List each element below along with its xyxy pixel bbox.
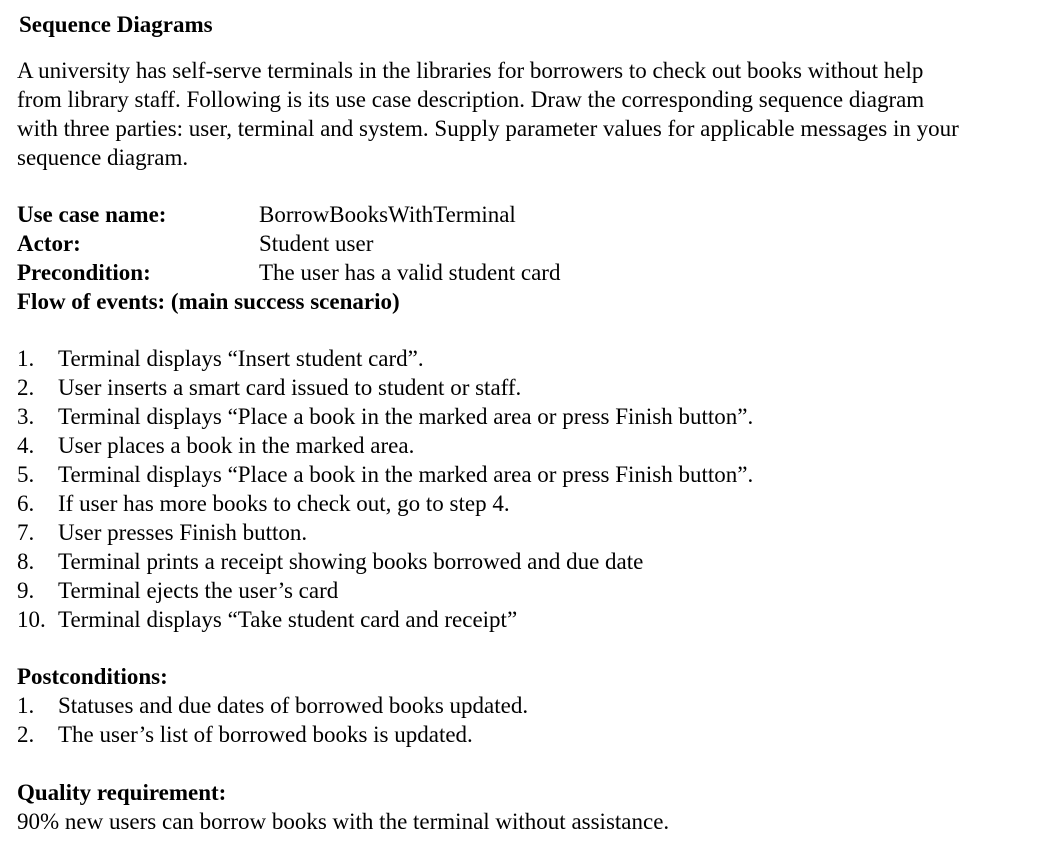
intro-line: from library staff. Following is its use case description. Draw the corresponding sequence diagram bbox=[17, 87, 925, 112]
list-item bbox=[17, 720, 528, 749]
step-number: 2. bbox=[17, 375, 35, 400]
postcondition-text: The user’s list of borrowed books is updated. bbox=[58, 722, 473, 747]
postcondition-number: 1. bbox=[17, 693, 35, 718]
use-case-name-label: Use case name: bbox=[17, 202, 167, 227]
step-number: 6. bbox=[17, 491, 35, 516]
step-text: If user has more books to check out, go to step 4. bbox=[58, 491, 510, 516]
step-text: Terminal displays “Insert student card”. bbox=[58, 346, 424, 371]
intro-line: A university has self-serve terminals in the libraries for borrowers to check out books without help bbox=[17, 58, 924, 83]
step-text: User inserts a smart card issued to student or staff. bbox=[58, 375, 522, 400]
intro-paragraph bbox=[17, 56, 1053, 172]
list-item bbox=[17, 460, 753, 489]
step-text: Terminal ejects the user’s card bbox=[58, 578, 339, 603]
flow-steps-list bbox=[17, 344, 753, 634]
list-item bbox=[17, 605, 753, 634]
list-item bbox=[17, 373, 753, 402]
quality-requirement-text: 90% new users can borrow books with the terminal without assistance. bbox=[17, 809, 670, 834]
step-number: 10. bbox=[17, 607, 46, 632]
step-text: User places a book in the marked area. bbox=[58, 433, 415, 458]
precondition-row bbox=[17, 258, 560, 287]
step-number: 4. bbox=[17, 433, 35, 458]
list-item bbox=[17, 489, 753, 518]
precondition-label: Precondition: bbox=[17, 260, 151, 285]
list-item bbox=[17, 431, 753, 460]
step-text: Terminal displays “Take student card and receipt” bbox=[58, 607, 518, 632]
step-number: 7. bbox=[17, 520, 35, 545]
step-text: Terminal displays “Place a book in the marked area or press Finish button”. bbox=[58, 462, 754, 487]
step-text: User presses Finish button. bbox=[58, 520, 308, 545]
intro-line: sequence diagram. bbox=[17, 145, 189, 170]
postcondition-number: 2. bbox=[17, 722, 35, 747]
list-item bbox=[17, 518, 753, 547]
quality-requirement-heading: Quality requirement: bbox=[17, 780, 227, 805]
step-number: 8. bbox=[17, 549, 35, 574]
step-number: 3. bbox=[17, 404, 35, 429]
actor-label: Actor: bbox=[17, 231, 81, 256]
postconditions-list bbox=[17, 691, 528, 749]
list-item bbox=[17, 576, 753, 605]
step-number: 5. bbox=[17, 462, 35, 487]
actor-row bbox=[17, 229, 560, 258]
list-item bbox=[17, 402, 753, 431]
list-item bbox=[17, 344, 753, 373]
intro-line: with three parties: user, terminal and system. Supply parameter values for applicable messages in your bbox=[17, 116, 959, 141]
postconditions-heading: Postconditions: bbox=[17, 664, 168, 689]
step-number: 1. bbox=[17, 346, 35, 371]
step-text: Terminal prints a receipt showing books borrowed and due date bbox=[58, 549, 644, 574]
postcondition-text: Statuses and due dates of borrowed books updated. bbox=[58, 693, 529, 718]
use-case-name-value: BorrowBooksWithTerminal bbox=[259, 202, 516, 227]
list-item bbox=[17, 691, 528, 720]
use-case-name-row bbox=[17, 200, 560, 229]
list-item bbox=[17, 547, 753, 576]
actor-value: Student user bbox=[259, 231, 374, 256]
step-number: 9. bbox=[17, 578, 35, 603]
step-text: Terminal displays “Place a book in the marked area or press Finish button”. bbox=[58, 404, 754, 429]
precondition-value: The user has a valid student card bbox=[259, 260, 561, 285]
flow-of-events-heading: Flow of events: (main success scenario) bbox=[17, 289, 400, 314]
page-title: Sequence Diagrams bbox=[19, 12, 213, 37]
use-case-details bbox=[17, 200, 560, 287]
